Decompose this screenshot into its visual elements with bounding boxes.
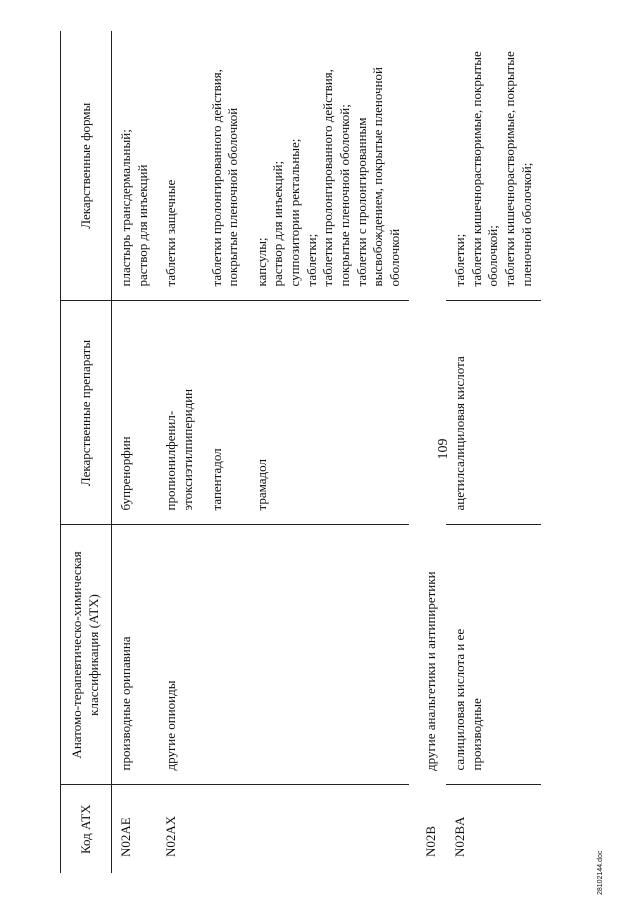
- table-body: [112, 31, 542, 873]
- group-code-cell: N02B: [423, 825, 439, 857]
- drug-cell: ацетилсалициловая кислота: [446, 301, 541, 525]
- header-forms: Лекарственные формы: [61, 31, 112, 301]
- atx-code-cell: N02AE: [118, 817, 133, 857]
- classification-cell: производные орипавина: [112, 525, 158, 785]
- classification-cell: [248, 525, 410, 785]
- drug-cell: бупренорфин: [112, 301, 158, 525]
- dosage-forms-cell: таблетки; таблетки кишечнорастворимые, покрытые оболочкой; таблетки кишечнорастворимые, покрытые пленочной оболочкой;: [446, 31, 541, 301]
- atx-code-cell: [203, 785, 248, 873]
- dosage-forms-cell: таблетки пролонгированного действия, покрытые пленочной оболочкой: [203, 31, 248, 301]
- table-row: [446, 31, 541, 873]
- table-row: [248, 31, 410, 873]
- group-row: [409, 31, 446, 873]
- footer-doc-code: 28102144.doc: [597, 850, 604, 895]
- atx-code-cell: [248, 785, 410, 873]
- header-row: [61, 31, 112, 873]
- atx-table: [60, 31, 541, 873]
- header-drugs: Лекарственные препараты: [61, 301, 112, 525]
- table-header: [61, 31, 112, 873]
- atx-code-cell: N02AX: [163, 815, 179, 857]
- header-code: Код АТХ: [61, 785, 112, 873]
- table-row: [112, 31, 158, 873]
- classification-cell: другие опиоиды: [157, 525, 202, 785]
- page-number: 109: [436, 438, 451, 460]
- classification-cell: [203, 525, 248, 785]
- atx-code-cell: N02BA: [452, 816, 467, 857]
- drug-cell: трамадол: [248, 301, 410, 525]
- group-name-cell: другие анальгетики и антипиретики: [423, 571, 439, 771]
- drug-cell: тапентадол: [203, 301, 248, 525]
- header-classification: Анатомо-терапевтическо-химическая классификация (АТХ): [61, 525, 112, 785]
- table-row: [157, 31, 202, 873]
- drug-cell: пропионилфенил- этоксиэтилпиперидин: [157, 301, 202, 525]
- dosage-forms-cell: таблетки защечные: [157, 31, 202, 301]
- classification-cell: салициловая кислота и ее производные: [446, 525, 541, 785]
- dosage-forms-cell: капсулы; раствор для инъекций; суппозитории ректальные; таблетки; таблетки пролонгированного действия, покрытые пленочной оболочкой; таблетки с пролонгированным высвобождением, покрытые пленочной оболочкой: [248, 31, 410, 301]
- dosage-forms-cell: пластырь трансдермальный; раствор для инъекций: [112, 31, 158, 301]
- table-row: [203, 31, 248, 873]
